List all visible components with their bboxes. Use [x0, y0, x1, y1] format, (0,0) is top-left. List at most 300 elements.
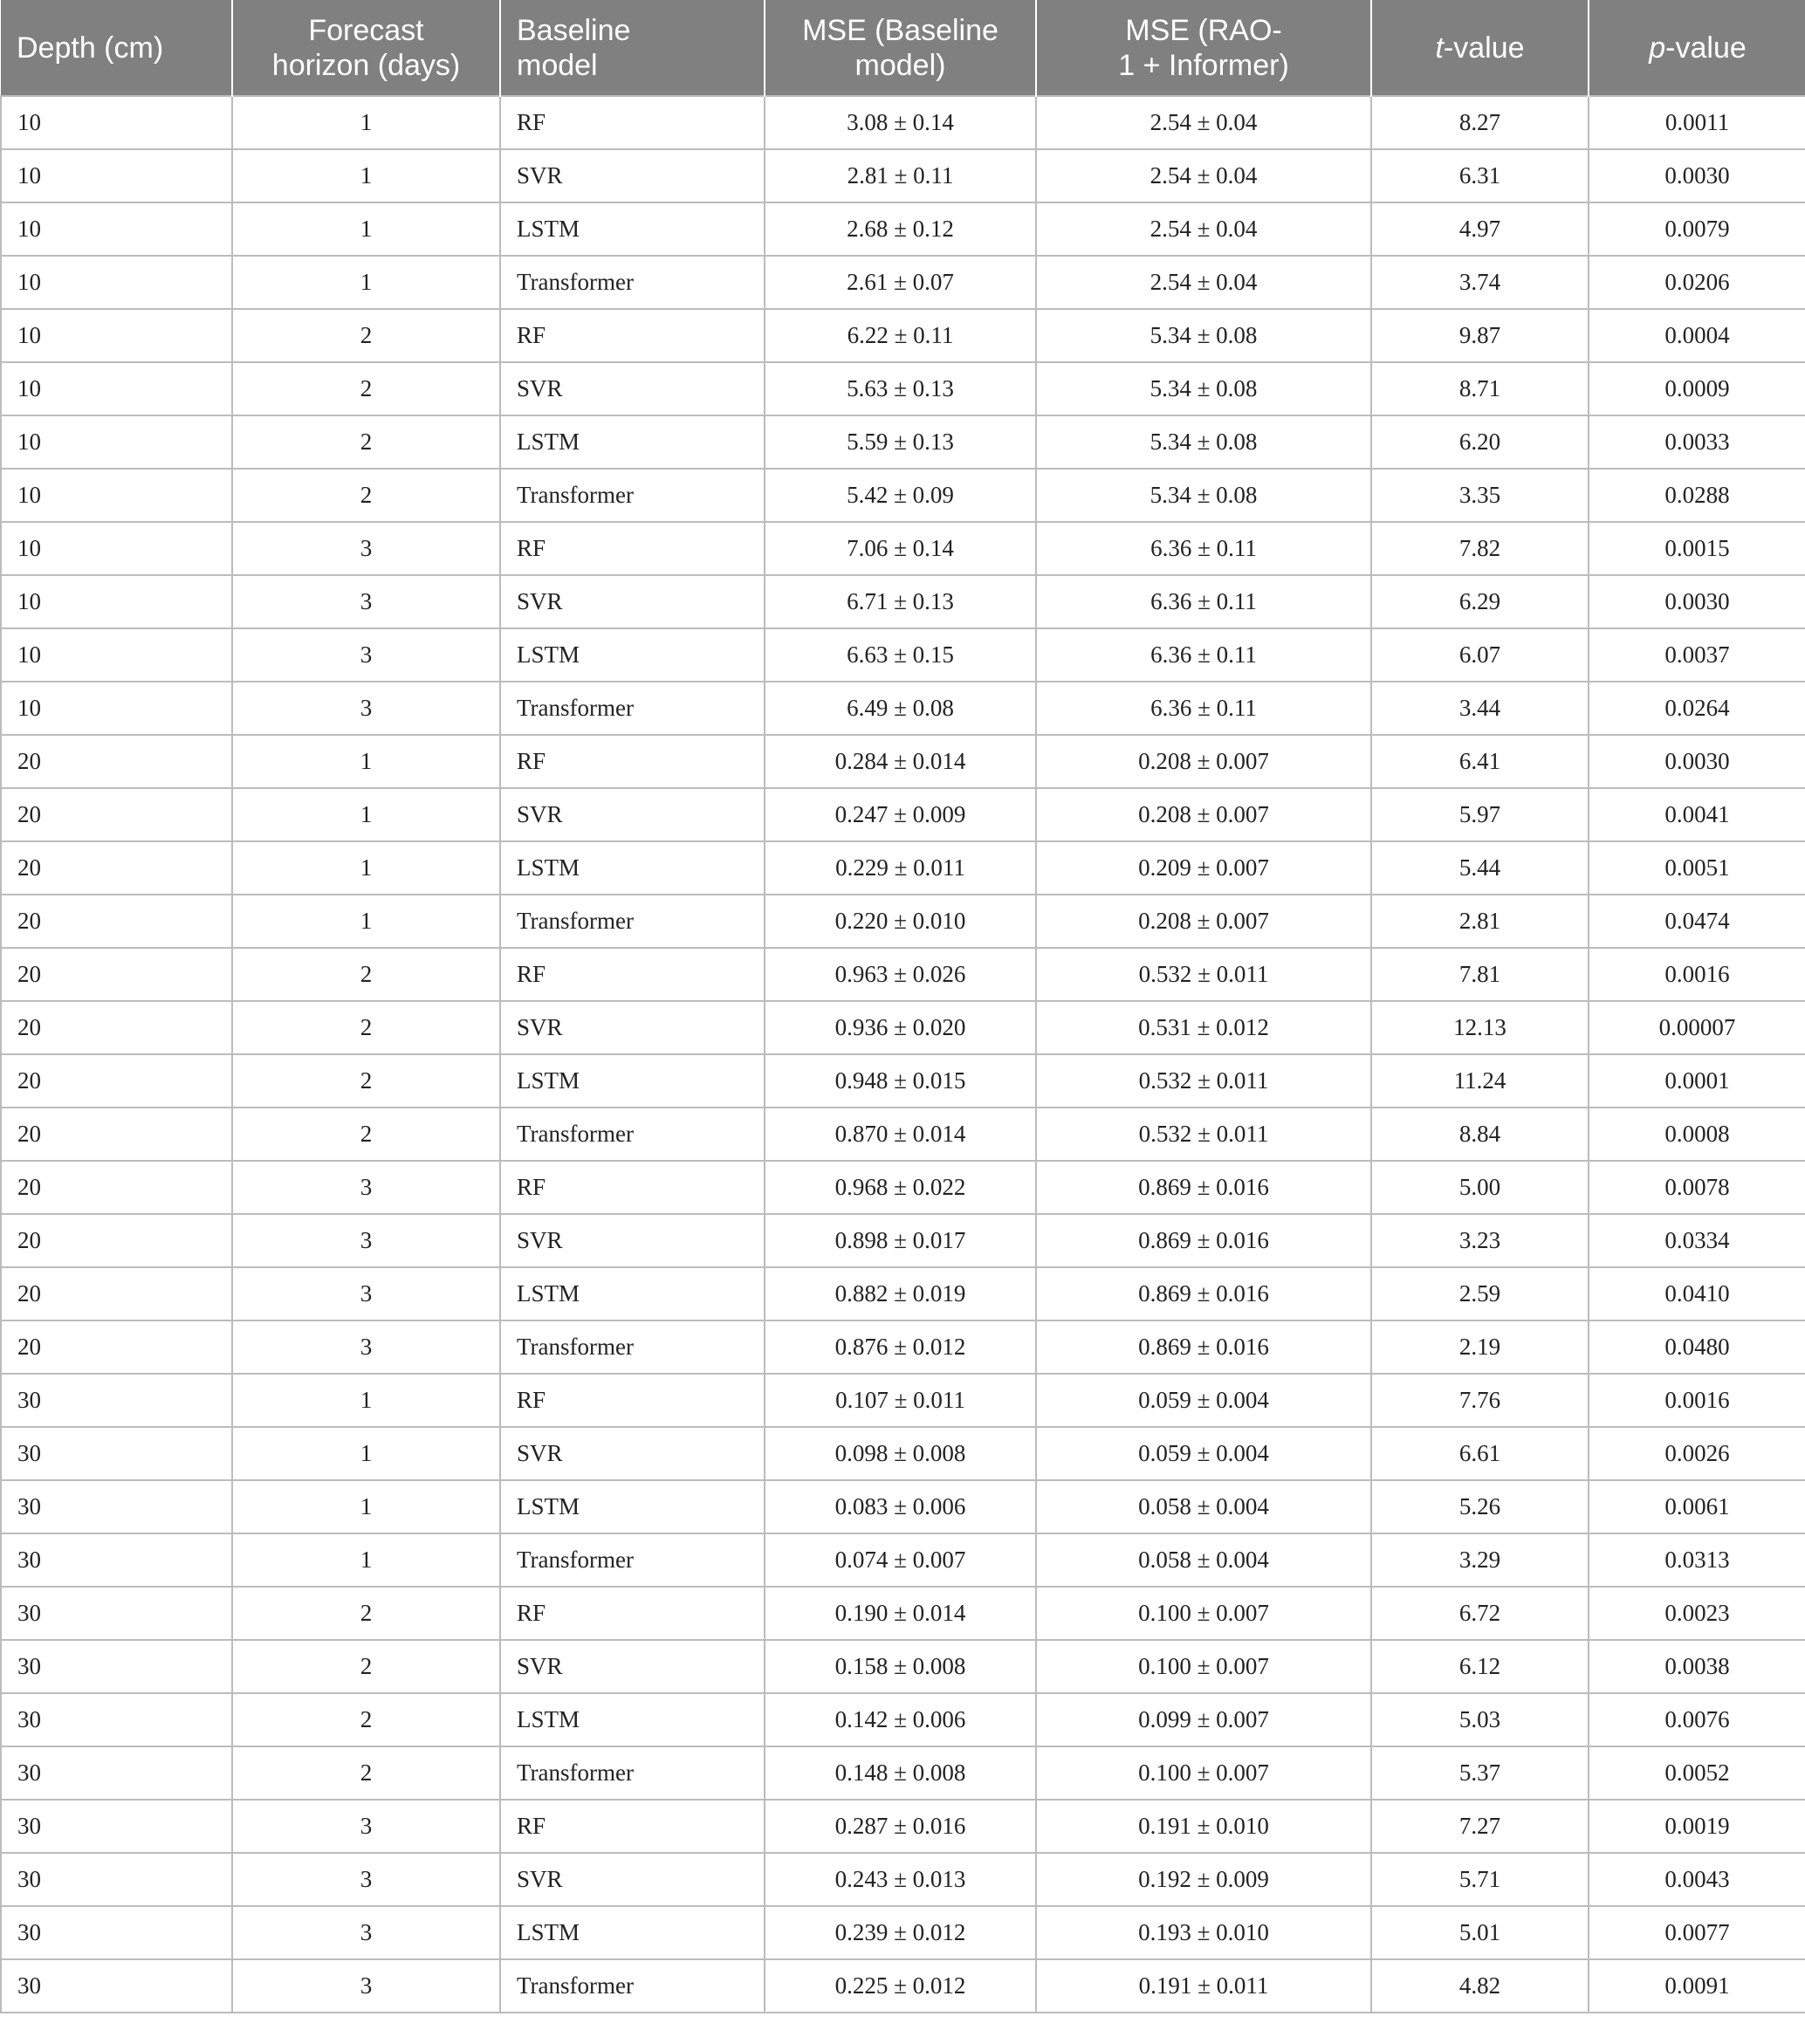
cell-depth: 30	[1, 1640, 232, 1693]
cell-mse-baseline: 0.948 ± 0.015	[765, 1054, 1036, 1108]
cell-forecast-horizon: 2	[232, 1746, 500, 1800]
cell-t-value: 5.00	[1371, 1161, 1589, 1214]
cell-mse-baseline: 0.098 ± 0.008	[765, 1427, 1036, 1480]
cell-depth: 30	[1, 1427, 232, 1480]
cell-baseline-model: RF	[500, 735, 765, 788]
cell-forecast-horizon: 1	[232, 256, 500, 309]
header-p-rest: -value	[1665, 31, 1747, 65]
cell-baseline-model: Transformer	[500, 1959, 765, 2013]
cell-baseline-model: SVR	[500, 1214, 765, 1267]
header-mse-baseline	[765, 0, 1036, 96]
cell-forecast-horizon: 3	[232, 575, 500, 628]
cell-baseline-model: LSTM	[500, 628, 765, 682]
cell-t-value: 6.12	[1371, 1640, 1589, 1693]
cell-forecast-horizon: 2	[232, 1108, 500, 1161]
cell-t-value: 6.72	[1371, 1587, 1589, 1640]
cell-mse-rao-informer: 0.532 ± 0.011	[1036, 1108, 1371, 1161]
cell-forecast-horizon: 3	[232, 1906, 500, 1959]
cell-depth: 10	[1, 682, 232, 735]
cell-p-value: 0.0051	[1589, 841, 1805, 895]
cell-mse-rao-informer: 2.54 ± 0.04	[1036, 202, 1371, 256]
cell-forecast-horizon: 2	[232, 1640, 500, 1693]
cell-t-value: 5.03	[1371, 1693, 1589, 1746]
cell-mse-rao-informer: 0.058 ± 0.004	[1036, 1480, 1371, 1533]
table-row	[1, 362, 1805, 415]
cell-forecast-horizon: 3	[232, 628, 500, 682]
cell-p-value: 0.0009	[1589, 362, 1805, 415]
cell-baseline-model: RF	[500, 309, 765, 362]
cell-mse-rao-informer: 0.100 ± 0.007	[1036, 1746, 1371, 1800]
cell-mse-baseline: 0.107 ± 0.011	[765, 1374, 1036, 1427]
cell-forecast-horizon: 2	[232, 469, 500, 522]
cell-t-value: 7.82	[1371, 522, 1589, 575]
cell-mse-rao-informer: 0.100 ± 0.007	[1036, 1587, 1371, 1640]
table-row	[1, 682, 1805, 735]
cell-t-value: 7.81	[1371, 948, 1589, 1001]
header-row	[1, 0, 1805, 96]
cell-mse-baseline: 0.870 ± 0.014	[765, 1108, 1036, 1161]
header-baseline-model	[500, 0, 765, 96]
cell-t-value: 5.71	[1371, 1853, 1589, 1906]
cell-forecast-horizon: 1	[232, 1533, 500, 1587]
cell-mse-rao-informer: 5.34 ± 0.08	[1036, 469, 1371, 522]
table-row	[1, 1693, 1805, 1746]
cell-mse-baseline: 0.963 ± 0.026	[765, 948, 1036, 1001]
cell-mse-baseline: 3.08 ± 0.14	[765, 96, 1036, 149]
cell-depth: 30	[1, 1906, 232, 1959]
cell-t-value: 12.13	[1371, 1001, 1589, 1054]
cell-depth: 30	[1, 1587, 232, 1640]
cell-mse-rao-informer: 0.099 ± 0.007	[1036, 1693, 1371, 1746]
cell-t-value: 5.37	[1371, 1746, 1589, 1800]
header-baseline-model-line2: model	[517, 48, 598, 82]
cell-forecast-horizon: 2	[232, 1054, 500, 1108]
cell-p-value: 0.0016	[1589, 948, 1805, 1001]
cell-t-value: 4.97	[1371, 202, 1589, 256]
cell-p-value: 0.0030	[1589, 149, 1805, 202]
cell-mse-baseline: 0.074 ± 0.007	[765, 1533, 1036, 1587]
cell-mse-baseline: 6.22 ± 0.11	[765, 309, 1036, 362]
cell-baseline-model: LSTM	[500, 841, 765, 895]
cell-mse-baseline: 0.142 ± 0.006	[765, 1693, 1036, 1746]
cell-p-value: 0.0030	[1589, 575, 1805, 628]
cell-depth: 10	[1, 256, 232, 309]
cell-baseline-model: SVR	[500, 362, 765, 415]
cell-mse-baseline: 6.49 ± 0.08	[765, 682, 1036, 735]
header-baseline-model-line1: Baseline	[517, 13, 631, 47]
table-row	[1, 149, 1805, 202]
cell-mse-baseline: 0.239 ± 0.012	[765, 1906, 1036, 1959]
cell-depth: 20	[1, 1001, 232, 1054]
cell-depth: 10	[1, 149, 232, 202]
cell-t-value: 5.26	[1371, 1480, 1589, 1533]
cell-t-value: 3.29	[1371, 1533, 1589, 1587]
header-forecast-horizon-line2: horizon (days)	[271, 48, 461, 82]
cell-depth: 20	[1, 1161, 232, 1214]
cell-mse-rao-informer: 2.54 ± 0.04	[1036, 256, 1371, 309]
cell-p-value: 0.0264	[1589, 682, 1805, 735]
table-row	[1, 469, 1805, 522]
cell-depth: 20	[1, 735, 232, 788]
header-depth	[1, 0, 232, 96]
table-row	[1, 1800, 1805, 1853]
cell-p-value: 0.0011	[1589, 96, 1805, 149]
cell-forecast-horizon: 1	[232, 1427, 500, 1480]
cell-mse-baseline: 0.247 ± 0.009	[765, 788, 1036, 841]
cell-forecast-horizon: 2	[232, 1001, 500, 1054]
table-row	[1, 1587, 1805, 1640]
cell-p-value: 0.0410	[1589, 1267, 1805, 1320]
table-row	[1, 575, 1805, 628]
cell-baseline-model: Transformer	[500, 895, 765, 948]
cell-depth: 30	[1, 1533, 232, 1587]
cell-t-value: 3.35	[1371, 469, 1589, 522]
cell-mse-baseline: 0.243 ± 0.013	[765, 1853, 1036, 1906]
cell-forecast-horizon: 3	[232, 1214, 500, 1267]
cell-mse-baseline: 6.63 ± 0.15	[765, 628, 1036, 682]
cell-depth: 10	[1, 415, 232, 469]
cell-baseline-model: RF	[500, 948, 765, 1001]
table-row	[1, 1001, 1805, 1054]
cell-mse-rao-informer: 0.869 ± 0.016	[1036, 1214, 1371, 1267]
table-row	[1, 1108, 1805, 1161]
cell-mse-baseline: 0.225 ± 0.012	[765, 1959, 1036, 2013]
cell-mse-baseline: 0.287 ± 0.016	[765, 1800, 1036, 1853]
cell-mse-rao-informer: 6.36 ± 0.11	[1036, 682, 1371, 735]
cell-forecast-horizon: 2	[232, 415, 500, 469]
cell-depth: 30	[1, 1480, 232, 1533]
cell-mse-baseline: 0.876 ± 0.012	[765, 1320, 1036, 1374]
cell-baseline-model: Transformer	[500, 1108, 765, 1161]
cell-baseline-model: LSTM	[500, 202, 765, 256]
cell-forecast-horizon: 3	[232, 1320, 500, 1374]
cell-mse-rao-informer: 5.34 ± 0.08	[1036, 415, 1371, 469]
cell-mse-rao-informer: 6.36 ± 0.11	[1036, 628, 1371, 682]
header-t-italic: t	[1435, 31, 1444, 65]
cell-p-value: 0.0474	[1589, 895, 1805, 948]
cell-t-value: 6.31	[1371, 149, 1589, 202]
cell-forecast-horizon: 3	[232, 1267, 500, 1320]
cell-mse-rao-informer: 5.34 ± 0.08	[1036, 362, 1371, 415]
cell-depth: 30	[1, 1959, 232, 2013]
cell-depth: 10	[1, 628, 232, 682]
header-mse-rao-line1: MSE (RAO-	[1125, 13, 1282, 47]
cell-mse-rao-informer: 0.191 ± 0.011	[1036, 1959, 1371, 2013]
cell-depth: 20	[1, 1214, 232, 1267]
cell-t-value: 3.23	[1371, 1214, 1589, 1267]
cell-t-value: 4.82	[1371, 1959, 1589, 2013]
cell-mse-rao-informer: 6.36 ± 0.11	[1036, 522, 1371, 575]
cell-depth: 30	[1, 1374, 232, 1427]
cell-mse-baseline: 0.158 ± 0.008	[765, 1640, 1036, 1693]
cell-forecast-horizon: 3	[232, 522, 500, 575]
cell-depth: 30	[1, 1800, 232, 1853]
cell-baseline-model: LSTM	[500, 1267, 765, 1320]
cell-t-value: 2.19	[1371, 1320, 1589, 1374]
cell-baseline-model: SVR	[500, 1001, 765, 1054]
cell-t-value: 6.41	[1371, 735, 1589, 788]
cell-mse-rao-informer: 0.208 ± 0.007	[1036, 735, 1371, 788]
cell-depth: 30	[1, 1746, 232, 1800]
cell-mse-baseline: 5.63 ± 0.13	[765, 362, 1036, 415]
cell-t-value: 5.97	[1371, 788, 1589, 841]
table-row	[1, 1214, 1805, 1267]
cell-p-value: 0.0004	[1589, 309, 1805, 362]
cell-baseline-model: Transformer	[500, 682, 765, 735]
cell-depth: 10	[1, 522, 232, 575]
cell-p-value: 0.0079	[1589, 202, 1805, 256]
cell-mse-baseline: 5.42 ± 0.09	[765, 469, 1036, 522]
table-row	[1, 1853, 1805, 1906]
cell-baseline-model: RF	[500, 1161, 765, 1214]
cell-mse-rao-informer: 2.54 ± 0.04	[1036, 96, 1371, 149]
table-row	[1, 1427, 1805, 1480]
cell-mse-baseline: 7.06 ± 0.14	[765, 522, 1036, 575]
cell-mse-rao-informer: 0.191 ± 0.010	[1036, 1800, 1371, 1853]
cell-p-value: 0.0019	[1589, 1800, 1805, 1853]
cell-baseline-model: SVR	[500, 788, 765, 841]
cell-p-value: 0.0078	[1589, 1161, 1805, 1214]
cell-forecast-horizon: 1	[232, 895, 500, 948]
cell-forecast-horizon: 2	[232, 362, 500, 415]
header-forecast-horizon	[232, 0, 500, 96]
cell-t-value: 7.27	[1371, 1800, 1589, 1853]
cell-p-value: 0.0026	[1589, 1427, 1805, 1480]
cell-forecast-horizon: 3	[232, 1959, 500, 2013]
table-row	[1, 1959, 1805, 2013]
table-row	[1, 1746, 1805, 1800]
cell-mse-rao-informer: 0.192 ± 0.009	[1036, 1853, 1371, 1906]
cell-depth: 10	[1, 469, 232, 522]
cell-mse-rao-informer: 0.869 ± 0.016	[1036, 1161, 1371, 1214]
cell-forecast-horizon: 2	[232, 948, 500, 1001]
cell-baseline-model: LSTM	[500, 415, 765, 469]
cell-t-value: 8.27	[1371, 96, 1589, 149]
cell-baseline-model: LSTM	[500, 1480, 765, 1533]
cell-mse-baseline: 0.898 ± 0.017	[765, 1214, 1036, 1267]
header-mse-baseline-line2: model)	[854, 48, 946, 82]
table-header	[1, 0, 1805, 96]
cell-forecast-horizon: 3	[232, 682, 500, 735]
cell-mse-rao-informer: 0.193 ± 0.010	[1036, 1906, 1371, 1959]
cell-p-value: 0.0206	[1589, 256, 1805, 309]
table-row	[1, 1374, 1805, 1427]
cell-p-value: 0.0030	[1589, 735, 1805, 788]
cell-p-value: 0.0015	[1589, 522, 1805, 575]
cell-mse-rao-informer: 0.059 ± 0.004	[1036, 1427, 1371, 1480]
cell-baseline-model: SVR	[500, 1427, 765, 1480]
cell-baseline-model: Transformer	[500, 1320, 765, 1374]
cell-p-value: 0.0037	[1589, 628, 1805, 682]
cell-baseline-model: SVR	[500, 575, 765, 628]
table-row	[1, 841, 1805, 895]
table-row	[1, 256, 1805, 309]
cell-p-value: 0.0076	[1589, 1693, 1805, 1746]
cell-depth: 20	[1, 841, 232, 895]
cell-p-value: 0.0334	[1589, 1214, 1805, 1267]
cell-baseline-model: Transformer	[500, 256, 765, 309]
cell-p-value: 0.0091	[1589, 1959, 1805, 2013]
cell-forecast-horizon: 2	[232, 1693, 500, 1746]
cell-baseline-model: RF	[500, 1587, 765, 1640]
cell-baseline-model: RF	[500, 96, 765, 149]
cell-mse-baseline: 0.936 ± 0.020	[765, 1001, 1036, 1054]
cell-mse-baseline: 2.81 ± 0.11	[765, 149, 1036, 202]
table-row	[1, 1267, 1805, 1320]
cell-mse-rao-informer: 6.36 ± 0.11	[1036, 575, 1371, 628]
cell-baseline-model: LSTM	[500, 1054, 765, 1108]
cell-t-value: 8.71	[1371, 362, 1589, 415]
header-mse-rao-line2: 1 + Informer)	[1118, 48, 1289, 82]
table-row	[1, 415, 1805, 469]
cell-mse-baseline: 0.220 ± 0.010	[765, 895, 1036, 948]
cell-p-value: 0.00007	[1589, 1001, 1805, 1054]
cell-mse-rao-informer: 2.54 ± 0.04	[1036, 149, 1371, 202]
table-row	[1, 735, 1805, 788]
cell-depth: 20	[1, 895, 232, 948]
cell-forecast-horizon: 3	[232, 1853, 500, 1906]
cell-p-value: 0.0038	[1589, 1640, 1805, 1693]
cell-depth: 10	[1, 202, 232, 256]
cell-t-value: 3.44	[1371, 682, 1589, 735]
cell-mse-baseline: 5.59 ± 0.13	[765, 415, 1036, 469]
cell-mse-baseline: 0.148 ± 0.008	[765, 1746, 1036, 1800]
cell-baseline-model: Transformer	[500, 1746, 765, 1800]
cell-mse-rao-informer: 0.208 ± 0.007	[1036, 788, 1371, 841]
cell-mse-baseline: 0.968 ± 0.022	[765, 1161, 1036, 1214]
cell-p-value: 0.0288	[1589, 469, 1805, 522]
cell-baseline-model: RF	[500, 522, 765, 575]
cell-baseline-model: SVR	[500, 1640, 765, 1693]
table-body	[1, 96, 1805, 2013]
table-row	[1, 1533, 1805, 1587]
table-row	[1, 309, 1805, 362]
cell-baseline-model: Transformer	[500, 469, 765, 522]
table-row	[1, 1054, 1805, 1108]
table-row	[1, 788, 1805, 841]
cell-forecast-horizon: 1	[232, 1374, 500, 1427]
cell-p-value: 0.0023	[1589, 1587, 1805, 1640]
cell-baseline-model: LSTM	[500, 1693, 765, 1746]
header-mse-rao-informer	[1036, 0, 1371, 96]
cell-p-value: 0.0016	[1589, 1374, 1805, 1427]
cell-mse-baseline: 0.882 ± 0.019	[765, 1267, 1036, 1320]
cell-forecast-horizon: 1	[232, 149, 500, 202]
cell-baseline-model: RF	[500, 1800, 765, 1853]
header-t-value	[1371, 0, 1589, 96]
cell-t-value: 8.84	[1371, 1108, 1589, 1161]
cell-mse-rao-informer: 0.531 ± 0.012	[1036, 1001, 1371, 1054]
cell-mse-rao-informer: 0.869 ± 0.016	[1036, 1320, 1371, 1374]
cell-t-value: 5.01	[1371, 1906, 1589, 1959]
cell-mse-baseline: 2.61 ± 0.07	[765, 256, 1036, 309]
cell-mse-rao-informer: 5.34 ± 0.08	[1036, 309, 1371, 362]
cell-depth: 20	[1, 1267, 232, 1320]
cell-forecast-horizon: 1	[232, 1480, 500, 1533]
table-row	[1, 1161, 1805, 1214]
cell-t-value: 6.20	[1371, 415, 1589, 469]
cell-mse-baseline: 0.284 ± 0.014	[765, 735, 1036, 788]
cell-forecast-horizon: 2	[232, 1587, 500, 1640]
cell-forecast-horizon: 1	[232, 96, 500, 149]
cell-p-value: 0.0043	[1589, 1853, 1805, 1906]
cell-p-value: 0.0052	[1589, 1746, 1805, 1800]
table-row	[1, 522, 1805, 575]
cell-t-value: 5.44	[1371, 841, 1589, 895]
cell-p-value: 0.0041	[1589, 788, 1805, 841]
table-row	[1, 628, 1805, 682]
cell-p-value: 0.0313	[1589, 1533, 1805, 1587]
cell-forecast-horizon: 3	[232, 1800, 500, 1853]
cell-p-value: 0.0480	[1589, 1320, 1805, 1374]
cell-t-value: 6.29	[1371, 575, 1589, 628]
cell-depth: 10	[1, 309, 232, 362]
cell-mse-rao-informer: 0.209 ± 0.007	[1036, 841, 1371, 895]
cell-mse-baseline: 0.190 ± 0.014	[765, 1587, 1036, 1640]
table-row	[1, 1320, 1805, 1374]
cell-t-value: 6.61	[1371, 1427, 1589, 1480]
cell-mse-baseline: 2.68 ± 0.12	[765, 202, 1036, 256]
cell-mse-baseline: 0.229 ± 0.011	[765, 841, 1036, 895]
cell-mse-rao-informer: 0.058 ± 0.004	[1036, 1533, 1371, 1587]
cell-mse-rao-informer: 0.208 ± 0.007	[1036, 895, 1371, 948]
cell-mse-baseline: 0.083 ± 0.006	[765, 1480, 1036, 1533]
cell-mse-rao-informer: 0.100 ± 0.007	[1036, 1640, 1371, 1693]
header-mse-baseline-line1: MSE (Baseline	[802, 13, 999, 47]
table-row	[1, 1906, 1805, 1959]
cell-t-value: 3.74	[1371, 256, 1589, 309]
cell-mse-rao-informer: 0.532 ± 0.011	[1036, 948, 1371, 1001]
cell-t-value: 2.59	[1371, 1267, 1589, 1320]
cell-t-value: 11.24	[1371, 1054, 1589, 1108]
cell-forecast-horizon: 1	[232, 202, 500, 256]
cell-p-value: 0.0008	[1589, 1108, 1805, 1161]
cell-t-value: 9.87	[1371, 309, 1589, 362]
cell-depth: 20	[1, 788, 232, 841]
cell-mse-rao-informer: 0.532 ± 0.011	[1036, 1054, 1371, 1108]
header-depth-label: Depth (cm)	[17, 31, 164, 65]
cell-mse-rao-informer: 0.869 ± 0.016	[1036, 1267, 1371, 1320]
cell-depth: 20	[1, 1108, 232, 1161]
header-p-italic: p	[1649, 31, 1666, 65]
cell-baseline-model: RF	[500, 1374, 765, 1427]
cell-forecast-horizon: 1	[232, 735, 500, 788]
cell-forecast-horizon: 1	[232, 788, 500, 841]
cell-p-value: 0.0033	[1589, 415, 1805, 469]
cell-depth: 20	[1, 948, 232, 1001]
cell-baseline-model: SVR	[500, 1853, 765, 1906]
cell-mse-rao-informer: 0.059 ± 0.004	[1036, 1374, 1371, 1427]
cell-depth: 10	[1, 362, 232, 415]
cell-t-value: 7.76	[1371, 1374, 1589, 1427]
cell-baseline-model: LSTM	[500, 1906, 765, 1959]
cell-p-value: 0.0061	[1589, 1480, 1805, 1533]
table-row	[1, 1480, 1805, 1533]
cell-depth: 30	[1, 1693, 232, 1746]
cell-t-value: 6.07	[1371, 628, 1589, 682]
table-row	[1, 948, 1805, 1001]
cell-baseline-model: Transformer	[500, 1533, 765, 1587]
header-forecast-horizon-line1: Forecast	[308, 13, 424, 47]
cell-mse-baseline: 6.71 ± 0.13	[765, 575, 1036, 628]
cell-depth: 30	[1, 1853, 232, 1906]
cell-t-value: 2.81	[1371, 895, 1589, 948]
cell-forecast-horizon: 2	[232, 309, 500, 362]
cell-p-value: 0.0001	[1589, 1054, 1805, 1108]
cell-forecast-horizon: 1	[232, 841, 500, 895]
header-t-rest: -value	[1443, 31, 1525, 65]
cell-p-value: 0.0077	[1589, 1906, 1805, 1959]
